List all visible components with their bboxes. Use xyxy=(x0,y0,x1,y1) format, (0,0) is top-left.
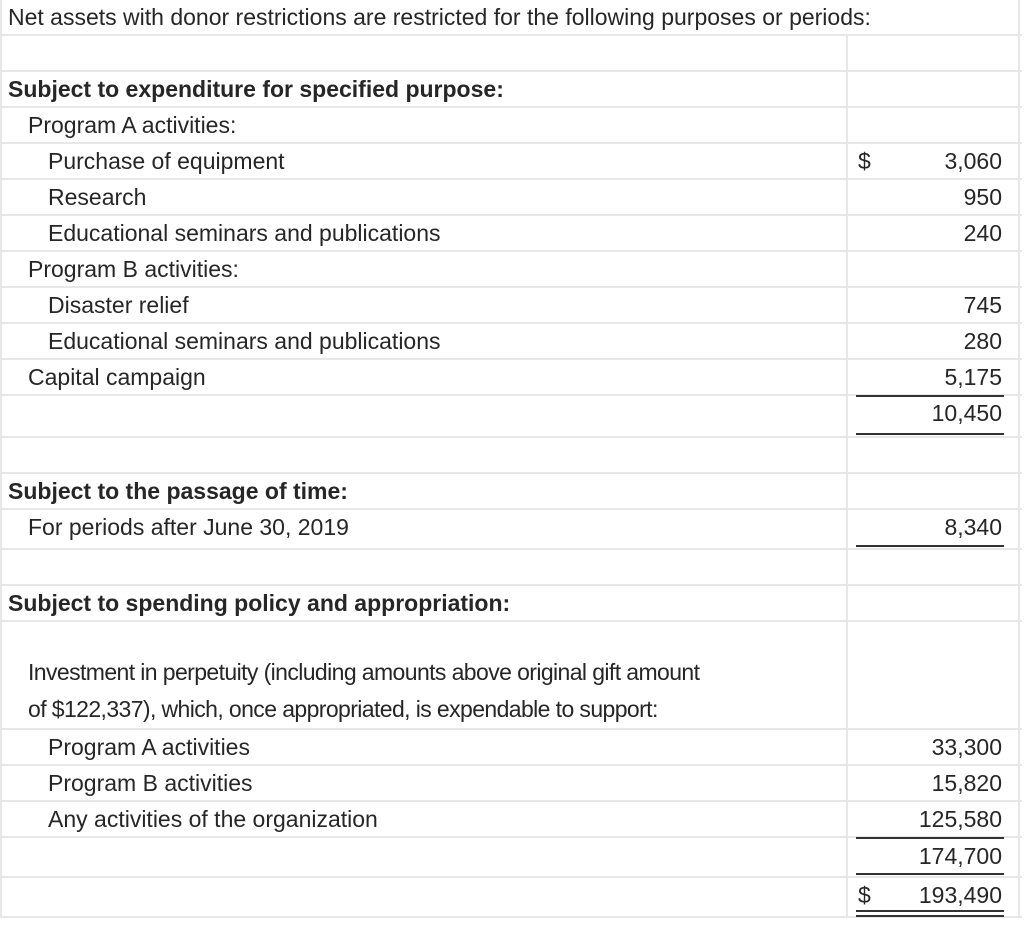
row-amount: 33,300 xyxy=(931,734,1002,760)
row-amount: 15,820 xyxy=(931,770,1002,796)
table-row xyxy=(2,324,1022,360)
row-label: Purchase of equipment xyxy=(2,144,848,178)
underline xyxy=(856,433,1004,435)
spending-description xyxy=(2,622,848,728)
table-row xyxy=(2,144,1022,180)
grand-total-row xyxy=(2,878,1022,918)
table-row xyxy=(2,510,1022,550)
row-label: Disaster relief xyxy=(2,288,848,322)
subheading-row xyxy=(2,108,1022,144)
currency-symbol: $ xyxy=(858,148,871,174)
row-amount: 745 xyxy=(963,292,1002,318)
table-title: Net assets with donor restrictions are restricted for the following purposes or periods: xyxy=(2,0,1020,34)
row-amount: 240 xyxy=(963,220,1002,246)
title-row xyxy=(2,0,1022,36)
row-label: For periods after June 30, 2019 xyxy=(2,510,848,548)
row-label: Educational seminars and publications xyxy=(2,216,848,250)
subtotal-row xyxy=(2,838,1022,878)
double-underline xyxy=(856,910,1004,917)
subtotal-row xyxy=(2,396,1022,438)
subtotal-amount: 10,450 xyxy=(931,400,1002,426)
row-amount: 3,060 xyxy=(944,148,1002,174)
row-label: Program B activities xyxy=(2,766,848,800)
blank-row xyxy=(2,36,1022,72)
table-row xyxy=(2,360,1022,396)
table-row xyxy=(2,216,1022,252)
table-row xyxy=(2,766,1022,802)
row-amount: 5,175 xyxy=(944,364,1002,390)
blank-row xyxy=(2,438,1022,474)
underline xyxy=(856,873,1004,875)
currency-symbol: $ xyxy=(858,882,871,908)
row-amount: 280 xyxy=(963,328,1002,354)
section-heading-row xyxy=(2,474,1022,510)
section-heading-purpose: Subject to expenditure for specified purpose: xyxy=(2,72,848,106)
blank-row xyxy=(2,550,1022,586)
row-amount: 950 xyxy=(963,184,1002,210)
table-row xyxy=(2,730,1022,766)
table-row xyxy=(2,180,1022,216)
section-heading-row xyxy=(2,72,1022,108)
subheading-row xyxy=(2,252,1022,288)
table-row xyxy=(2,288,1022,324)
section-heading-spending: Subject to spending policy and appropriation: xyxy=(2,586,848,620)
section-heading-row xyxy=(2,586,1022,622)
underline xyxy=(856,545,1004,547)
row-label: Educational seminars and publications xyxy=(2,324,848,358)
grand-total-amount: 193,490 xyxy=(918,882,1002,908)
row-label: Program A activities xyxy=(2,730,848,764)
program-a-label: Program A activities: xyxy=(2,108,848,142)
description-row xyxy=(2,622,1022,730)
section-heading-time: Subject to the passage of time: xyxy=(2,474,848,508)
row-label: Capital campaign xyxy=(2,360,848,394)
description-line-1: Investment in perpetuity (including amounts above original gift amount xyxy=(28,659,700,685)
description-line-2: of $122,337), which, once appropriated, is expendable to support: xyxy=(28,696,658,722)
row-amount: 8,340 xyxy=(944,514,1002,540)
subtotal-amount: 174,700 xyxy=(918,843,1002,869)
row-amount: 125,580 xyxy=(918,806,1002,832)
table-row xyxy=(2,802,1022,838)
row-label: Research xyxy=(2,180,848,214)
row-label: Any activities of the organization xyxy=(2,802,848,836)
program-b-label: Program B activities: xyxy=(2,252,848,286)
